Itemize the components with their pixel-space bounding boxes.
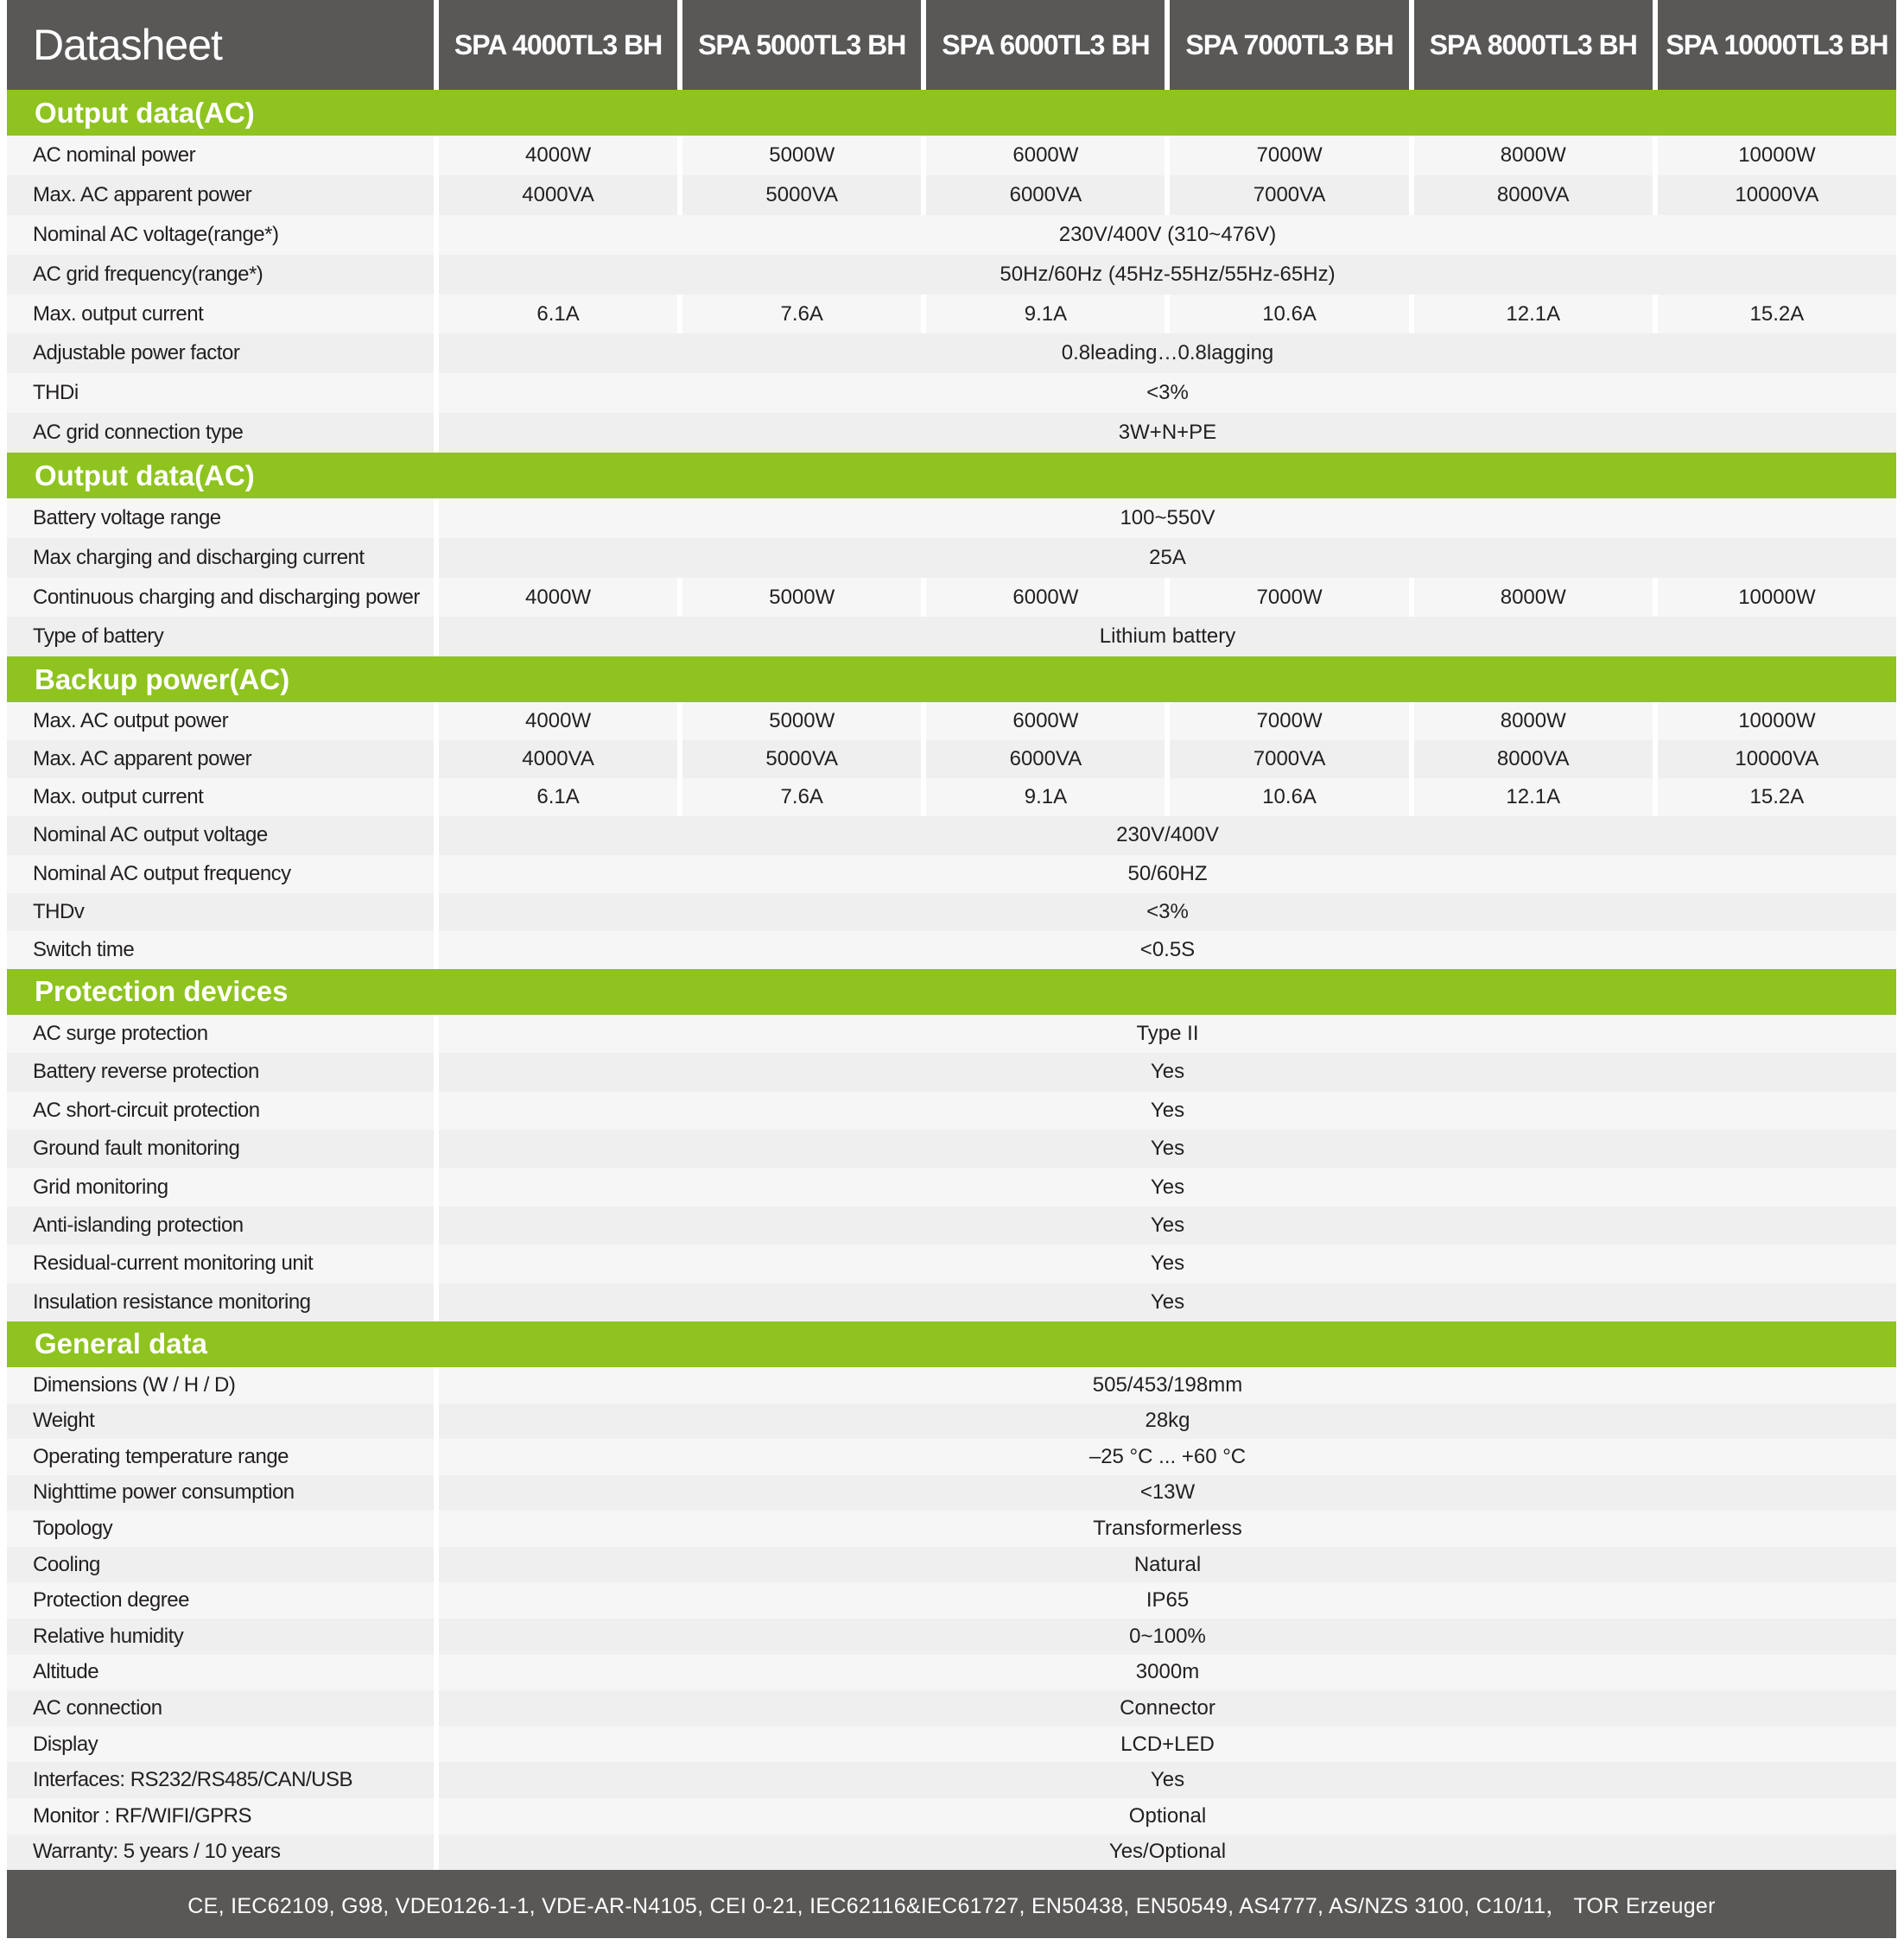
spec-value: 4000W bbox=[439, 136, 677, 175]
spec-value-shared: <3% bbox=[439, 373, 1896, 413]
spec-label: Max. output current bbox=[7, 295, 434, 334]
spec-row bbox=[7, 1798, 1896, 1834]
spec-value-shared: 50Hz/60Hz (45Hz-55Hz/55Hz-65Hz) bbox=[439, 255, 1896, 295]
section-title: General data bbox=[7, 1321, 1896, 1367]
spec-label: Monitor : RF/WIFI/GPRS bbox=[7, 1798, 434, 1834]
spec-value: 7000W bbox=[1170, 578, 1408, 618]
spec-row bbox=[7, 1283, 1896, 1321]
spec-label: Nighttime power consumption bbox=[7, 1475, 434, 1511]
spec-value-shared: Yes bbox=[439, 1130, 1896, 1168]
spec-value: 5000W bbox=[682, 702, 921, 740]
model-column-header: SPA 7000TL3 BH bbox=[1170, 0, 1408, 90]
model-column-header: SPA 8000TL3 BH bbox=[1414, 0, 1653, 90]
spec-value-shared: 50/60HZ bbox=[439, 855, 1896, 893]
section-backup-power-ac bbox=[7, 656, 1896, 969]
section-output-data-ac bbox=[7, 453, 1896, 656]
spec-label: AC connection bbox=[7, 1690, 434, 1727]
spec-label: AC surge protection bbox=[7, 1015, 434, 1053]
spec-row bbox=[7, 1015, 1896, 1053]
spec-label: Grid monitoring bbox=[7, 1168, 434, 1206]
model-column-header: SPA 10000TL3 BH bbox=[1658, 0, 1896, 90]
spec-value: 15.2A bbox=[1658, 778, 1896, 816]
spec-value: 7.6A bbox=[682, 778, 921, 816]
spec-value-shared: 3000m bbox=[439, 1655, 1896, 1691]
spec-label: Relative humidity bbox=[7, 1619, 434, 1655]
spec-value: 7000W bbox=[1170, 702, 1408, 740]
spec-row bbox=[7, 578, 1896, 618]
spec-value: 10000VA bbox=[1658, 175, 1896, 215]
spec-label: AC grid frequency(range*) bbox=[7, 255, 434, 295]
model-column-header: SPA 4000TL3 BH bbox=[439, 0, 677, 90]
spec-row bbox=[7, 1690, 1896, 1727]
spec-label: Operating temperature range bbox=[7, 1439, 434, 1475]
spec-value-shared: <13W bbox=[439, 1475, 1896, 1511]
spec-label: AC grid connection type bbox=[7, 413, 434, 453]
spec-value: 8000W bbox=[1414, 702, 1653, 740]
spec-value: 6000W bbox=[926, 702, 1165, 740]
spec-value-shared: Yes bbox=[439, 1283, 1896, 1321]
spec-row bbox=[7, 931, 1896, 969]
spec-row bbox=[7, 1207, 1896, 1245]
spec-label: Max. AC apparent power bbox=[7, 740, 434, 778]
datasheet-table bbox=[7, 0, 1896, 1938]
spec-row bbox=[7, 1475, 1896, 1511]
spec-row bbox=[7, 1245, 1896, 1283]
spec-value: 10.6A bbox=[1170, 295, 1408, 334]
spec-row bbox=[7, 778, 1896, 816]
spec-value: 7.6A bbox=[682, 295, 921, 334]
spec-value: 7000W bbox=[1170, 136, 1408, 175]
spec-label: Interfaces: RS232/RS485/CAN/USB bbox=[7, 1762, 434, 1798]
spec-label: Altitude bbox=[7, 1655, 434, 1691]
spec-row bbox=[7, 1130, 1896, 1168]
spec-row bbox=[7, 1439, 1896, 1475]
spec-row bbox=[7, 215, 1896, 255]
model-column-header: SPA 5000TL3 BH bbox=[682, 0, 921, 90]
spec-label: Max charging and discharging current bbox=[7, 538, 434, 578]
spec-row bbox=[7, 1619, 1896, 1655]
spec-label: Residual-current monitoring unit bbox=[7, 1245, 434, 1283]
spec-label: Ground fault monitoring bbox=[7, 1130, 434, 1168]
spec-value: 8000VA bbox=[1414, 175, 1653, 215]
spec-label: Adjustable power factor bbox=[7, 333, 434, 373]
spec-label: Switch time bbox=[7, 931, 434, 969]
spec-label: Nominal AC output voltage bbox=[7, 816, 434, 854]
section-protection-devices bbox=[7, 969, 1896, 1321]
section-general-data bbox=[7, 1321, 1896, 1870]
spec-label: Display bbox=[7, 1727, 434, 1763]
section-title: Output data(AC) bbox=[7, 453, 1896, 498]
spec-value-shared: Yes bbox=[439, 1053, 1896, 1091]
spec-value-shared: 230V/400V bbox=[439, 816, 1896, 854]
spec-value: 5000W bbox=[682, 578, 921, 618]
section-title: Output data(AC) bbox=[7, 90, 1896, 136]
spec-value: 7000VA bbox=[1170, 175, 1408, 215]
spec-value-shared: 0~100% bbox=[439, 1619, 1896, 1655]
spec-value-shared: Yes/Optional bbox=[439, 1834, 1896, 1871]
spec-row bbox=[7, 538, 1896, 578]
spec-row bbox=[7, 373, 1896, 413]
spec-label: Nominal AC output frequency bbox=[7, 855, 434, 893]
spec-value: 10000W bbox=[1658, 702, 1896, 740]
spec-row bbox=[7, 333, 1896, 373]
spec-value: 6000VA bbox=[926, 740, 1165, 778]
spec-row bbox=[7, 816, 1896, 854]
spec-value-shared: 230V/400V (310~476V) bbox=[439, 215, 1896, 255]
spec-row bbox=[7, 702, 1896, 740]
spec-label: Continuous charging and discharging power bbox=[7, 578, 434, 618]
spec-row bbox=[7, 855, 1896, 893]
spec-value: 8000W bbox=[1414, 578, 1653, 618]
spec-row bbox=[7, 295, 1896, 334]
spec-row bbox=[7, 1092, 1896, 1130]
spec-value-shared: Yes bbox=[439, 1245, 1896, 1283]
spec-value: 4000W bbox=[439, 702, 677, 740]
spec-row bbox=[7, 1582, 1896, 1619]
spec-label: AC short-circuit protection bbox=[7, 1092, 434, 1130]
spec-value: 6.1A bbox=[439, 778, 677, 816]
spec-row bbox=[7, 136, 1896, 175]
spec-label: Topology bbox=[7, 1511, 434, 1547]
spec-value-shared: 28kg bbox=[439, 1404, 1896, 1440]
spec-value-shared: LCD+LED bbox=[439, 1727, 1896, 1763]
section-output-data-ac bbox=[7, 90, 1896, 453]
spec-row bbox=[7, 498, 1896, 538]
spec-value: 5000W bbox=[682, 136, 921, 175]
table-header bbox=[7, 0, 1896, 90]
spec-value: 10000W bbox=[1658, 578, 1896, 618]
spec-label: Anti-islanding protection bbox=[7, 1207, 434, 1245]
spec-row bbox=[7, 1834, 1896, 1871]
spec-value: 6000W bbox=[926, 578, 1165, 618]
spec-label: Max. AC output power bbox=[7, 702, 434, 740]
spec-row bbox=[7, 1404, 1896, 1440]
spec-row bbox=[7, 413, 1896, 453]
spec-value-shared: Connector bbox=[439, 1690, 1896, 1727]
spec-value: 10000W bbox=[1658, 136, 1896, 175]
spec-value: 4000VA bbox=[439, 740, 677, 778]
spec-value-shared: Type II bbox=[439, 1015, 1896, 1053]
spec-row bbox=[7, 617, 1896, 656]
spec-value: 8000VA bbox=[1414, 740, 1653, 778]
spec-value: 6000W bbox=[926, 136, 1165, 175]
section-title: Backup power(AC) bbox=[7, 656, 1896, 702]
spec-row bbox=[7, 255, 1896, 295]
spec-row bbox=[7, 1762, 1896, 1798]
spec-value: 9.1A bbox=[926, 295, 1165, 334]
section-title: Protection devices bbox=[7, 969, 1896, 1015]
spec-value: 12.1A bbox=[1414, 295, 1653, 334]
spec-value-shared: Optional bbox=[439, 1798, 1896, 1834]
spec-value-shared: <0.5S bbox=[439, 931, 1896, 969]
spec-value-shared: <3% bbox=[439, 893, 1896, 931]
spec-row bbox=[7, 893, 1896, 931]
spec-value-shared: 0.8leading…0.8lagging bbox=[439, 333, 1896, 373]
spec-label: THDi bbox=[7, 373, 434, 413]
spec-label: Cooling bbox=[7, 1547, 434, 1583]
spec-row bbox=[7, 1655, 1896, 1691]
spec-value: 12.1A bbox=[1414, 778, 1653, 816]
spec-label: Nominal AC voltage(range*) bbox=[7, 215, 434, 255]
spec-value-shared: Yes bbox=[439, 1092, 1896, 1130]
spec-value: 4000W bbox=[439, 578, 677, 618]
spec-row bbox=[7, 1053, 1896, 1091]
spec-row bbox=[7, 1547, 1896, 1583]
spec-label: Dimensions (W / H / D) bbox=[7, 1367, 434, 1404]
spec-value: 15.2A bbox=[1658, 295, 1896, 334]
spec-row bbox=[7, 1168, 1896, 1206]
certifications-footer: CE, IEC62109, G98, VDE0126-1-1, VDE-AR-N4105, CEI 0-21, IEC62116&IEC61727, EN50438, EN50549, AS4777, AS/NZS 3100, C10/11， TOR Erzeuger bbox=[7, 1870, 1896, 1938]
spec-value-shared: Lithium battery bbox=[439, 617, 1896, 656]
spec-label: Weight bbox=[7, 1404, 434, 1440]
spec-label: THDv bbox=[7, 893, 434, 931]
spec-value: 7000VA bbox=[1170, 740, 1408, 778]
spec-value: 6.1A bbox=[439, 295, 677, 334]
spec-row bbox=[7, 740, 1896, 778]
spec-value-shared: IP65 bbox=[439, 1582, 1896, 1619]
page-title: Datasheet bbox=[7, 0, 434, 90]
spec-label: Battery reverse protection bbox=[7, 1053, 434, 1091]
model-column-header: SPA 6000TL3 BH bbox=[926, 0, 1165, 90]
spec-label: Protection degree bbox=[7, 1582, 434, 1619]
spec-row bbox=[7, 175, 1896, 215]
spec-label: Battery voltage range bbox=[7, 498, 434, 538]
spec-label: Insulation resistance monitoring bbox=[7, 1283, 434, 1321]
spec-label: Max. AC apparent power bbox=[7, 175, 434, 215]
spec-value-shared: 100~550V bbox=[439, 498, 1896, 538]
spec-value: 10.6A bbox=[1170, 778, 1408, 816]
spec-value: 4000VA bbox=[439, 175, 677, 215]
spec-value: 8000W bbox=[1414, 136, 1653, 175]
spec-value: 6000VA bbox=[926, 175, 1165, 215]
spec-value-shared: Yes bbox=[439, 1762, 1896, 1798]
spec-value-shared: 505/453/198mm bbox=[439, 1367, 1896, 1404]
spec-value-shared: –25 °C ... +60 °C bbox=[439, 1439, 1896, 1475]
spec-row bbox=[7, 1367, 1896, 1404]
spec-value-shared: Yes bbox=[439, 1207, 1896, 1245]
spec-label: Type of battery bbox=[7, 617, 434, 656]
spec-row bbox=[7, 1727, 1896, 1763]
spec-value-shared: 25A bbox=[439, 538, 1896, 578]
spec-value-shared: Yes bbox=[439, 1168, 1896, 1206]
spec-label: Max. output current bbox=[7, 778, 434, 816]
spec-value: 5000VA bbox=[682, 175, 921, 215]
spec-value-shared: 3W+N+PE bbox=[439, 413, 1896, 453]
spec-value-shared: Transformerless bbox=[439, 1511, 1896, 1547]
spec-row bbox=[7, 1511, 1896, 1547]
spec-label: AC nominal power bbox=[7, 136, 434, 175]
spec-value-shared: Natural bbox=[439, 1547, 1896, 1583]
spec-value: 5000VA bbox=[682, 740, 921, 778]
spec-value: 10000VA bbox=[1658, 740, 1896, 778]
spec-value: 9.1A bbox=[926, 778, 1165, 816]
spec-label: Warranty: 5 years / 10 years bbox=[7, 1834, 434, 1871]
